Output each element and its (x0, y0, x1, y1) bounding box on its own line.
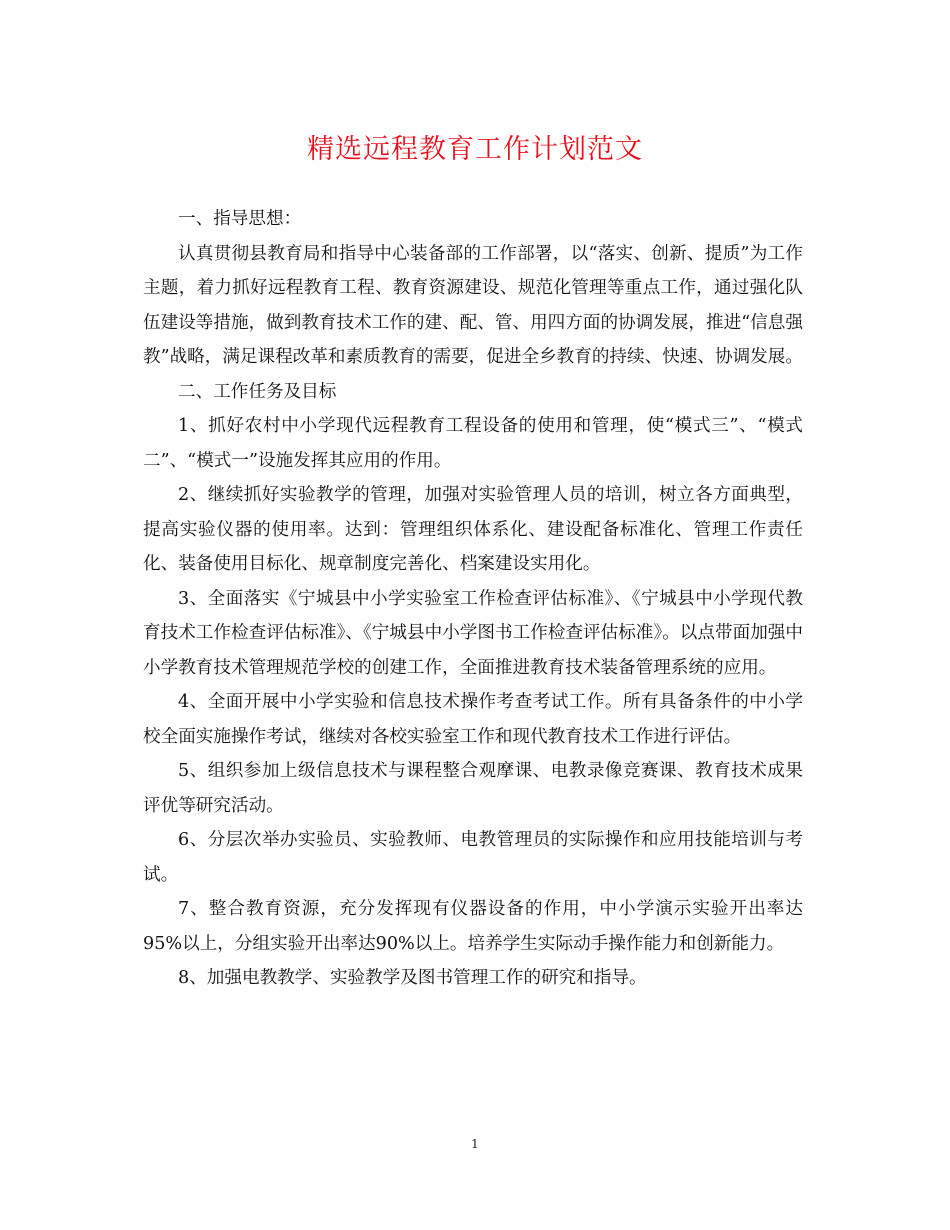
list-item-6: 6、分层次举办实验员、实验教师、电教管理员的实际操作和应用技能培训与考试。 (143, 830, 803, 885)
list-item-4: 4、全面开展中小学实验和信息技术操作考查考试工作。所有具备条件的中小学校全面实施操作考试，继续对各校实验室工作和现代教育技术工作进行评估。 (143, 692, 803, 747)
section-heading-guiding-ideology: 一、指导思想： (178, 209, 302, 229)
list-item-8: 8、加强电教教学、实验教学及图书管理工作的研究和指导。 (178, 968, 647, 988)
list-item-1: 1、抓好农村中小学现代远程教育工程设备的使用和管理，使“模式三”、“模式二”、“模式一”设施发挥其应用的作用。 (143, 416, 803, 471)
document-body (143, 202, 803, 996)
document-title: 精选远程教育工作计划范文 (307, 134, 643, 165)
page-number: 1 (471, 1137, 479, 1151)
list-item-2: 2、继续抓好实验教学的管理，加强对实验管理人员的培训，树立各方面典型，提高实验仪器的使用率。达到：管理组织体系化、建设配备标准化、管理工作责任化、装备使用目标化、规章制度完善化、档案建设实用化。 (143, 485, 803, 574)
list-item-5: 5、组织参加上级信息技术与课程整合观摩课、电教录像竞赛课、教育技术成果评优等研究活动。 (143, 761, 803, 816)
list-item-7: 7、整合教育资源，充分发挥现有仪器设备的作用，中小学演示实验开出率达95%以上，分组实验开出率达90%以上。培养学生实际动手操作能力和创新能力。 (143, 899, 803, 954)
paragraph-guiding-ideology: 认真贯彻县教育局和指导中心装备部的工作部署，以“落实、创新、提质”为工作主题，着力抓好远程教育工程、教育资源建设、规范化管理等重点工作，通过强化队伍建设等措施，做到教育技术工作的建、配、管、用四方面的协调发展，推进“信息强教”战略，满足课程改革和素质教育的需要，促进全乡教育的持续、快速、协调发展。 (143, 243, 803, 367)
section-heading-tasks-goals: 二、工作任务及目标 (178, 381, 337, 402)
list-item-3: 3、全面落实《宁城县中小学实验室工作检查评估标准》、《宁城县中小学现代教育技术工作检查评估标准》、《宁城县中小学图书工作检查评估标准》。以点带面加强中小学教育技术管理规范学校的创建工作，全面推进教育技术装备管理系统的应用。 (143, 588, 803, 678)
